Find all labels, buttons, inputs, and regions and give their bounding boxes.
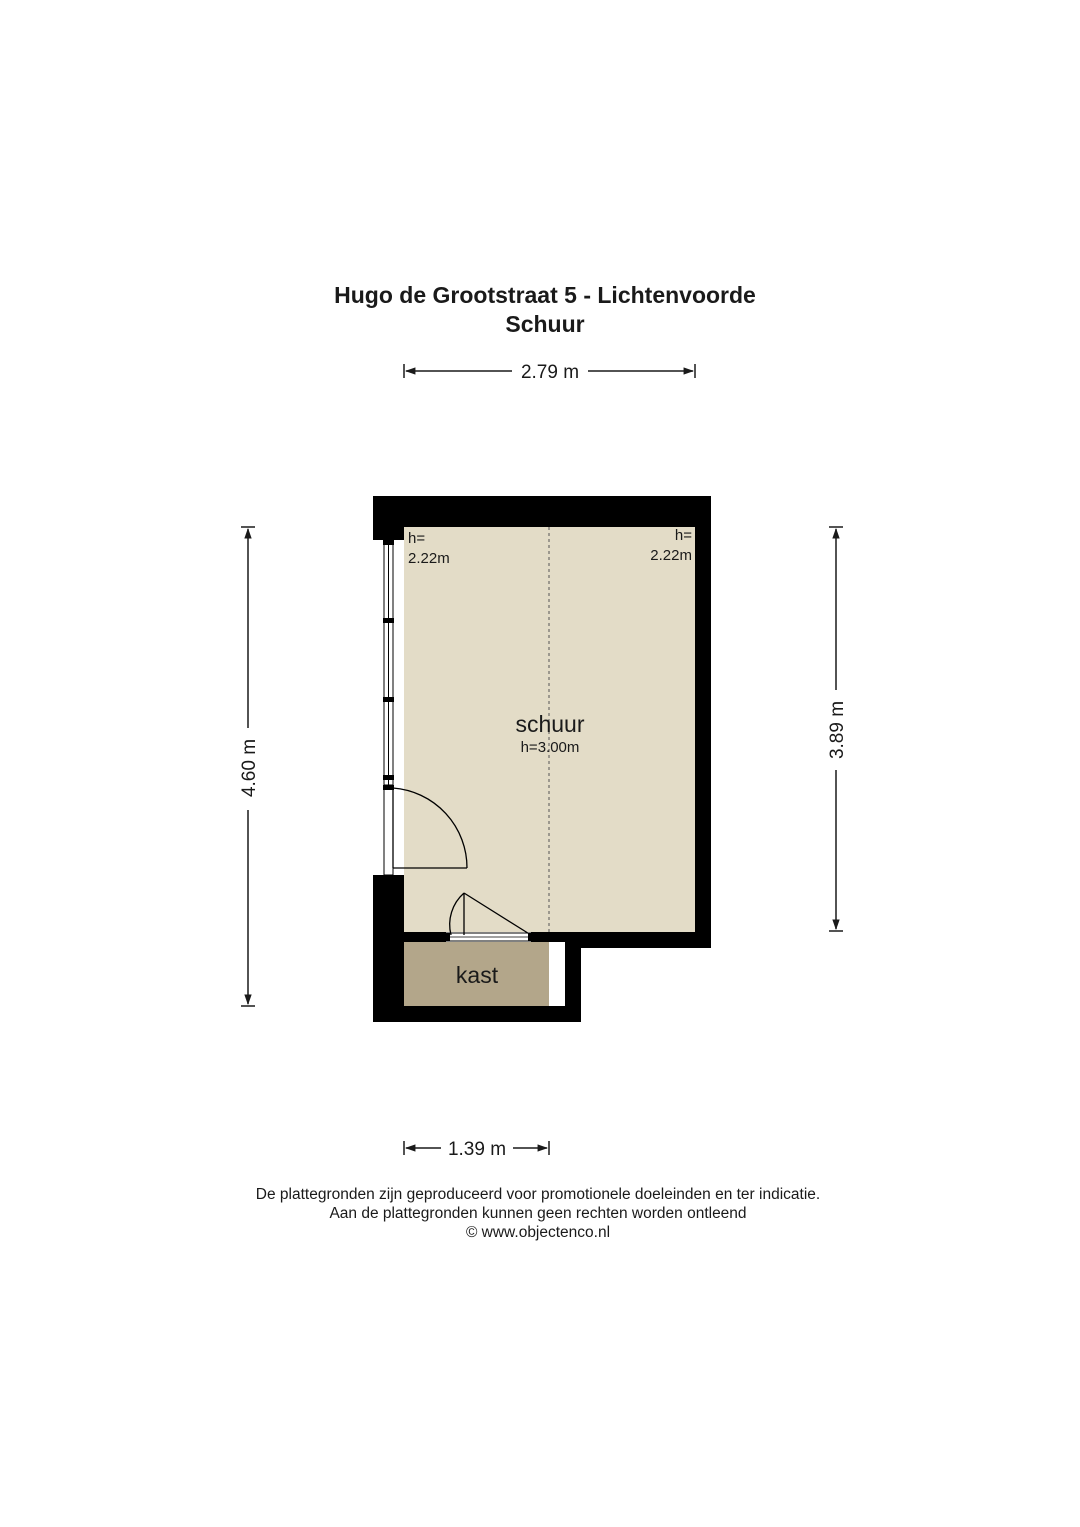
dimension-bottom xyxy=(404,1139,549,1160)
room-label-kast: kast xyxy=(455,962,499,988)
ceiling-height-top-right-value: 2.22m xyxy=(650,547,692,564)
dimension-left-label: 4.60 m xyxy=(239,738,260,798)
dimension-left xyxy=(239,527,260,1006)
dimension-bottom-label: 1.39 m xyxy=(447,1139,507,1160)
plan-title: Hugo de Grootstraat 5 - Lichtenvoorde xyxy=(334,282,756,308)
disclaimer-line-2: Aan de plattegronden kunnen geen rechten worden ontleend xyxy=(329,1205,747,1222)
disclaimer xyxy=(0,1185,1076,1242)
ceiling-height-top-left-prefix: h= xyxy=(408,530,426,547)
disclaimer-copyright: © www.objectenco.nl xyxy=(465,1224,611,1241)
disclaimer-line-1: De plattegronden zijn geproduceerd voor promotionele doeleinden en ter indicatie. xyxy=(255,1186,821,1203)
room-height-schuur: h=3.00m xyxy=(520,739,580,756)
ceiling-height-top-right-prefix: h= xyxy=(674,527,692,544)
dimension-right xyxy=(827,527,848,931)
window-left xyxy=(383,540,394,788)
ceiling-height-top-left-value: 2.22m xyxy=(408,550,450,567)
plan-subtitle: Schuur xyxy=(505,311,585,337)
room-label-schuur: schuur xyxy=(515,711,585,737)
dimension-top-label: 2.79 m xyxy=(520,362,580,383)
dimension-right-label: 3.89 m xyxy=(827,700,848,760)
dimension-top xyxy=(404,362,695,383)
